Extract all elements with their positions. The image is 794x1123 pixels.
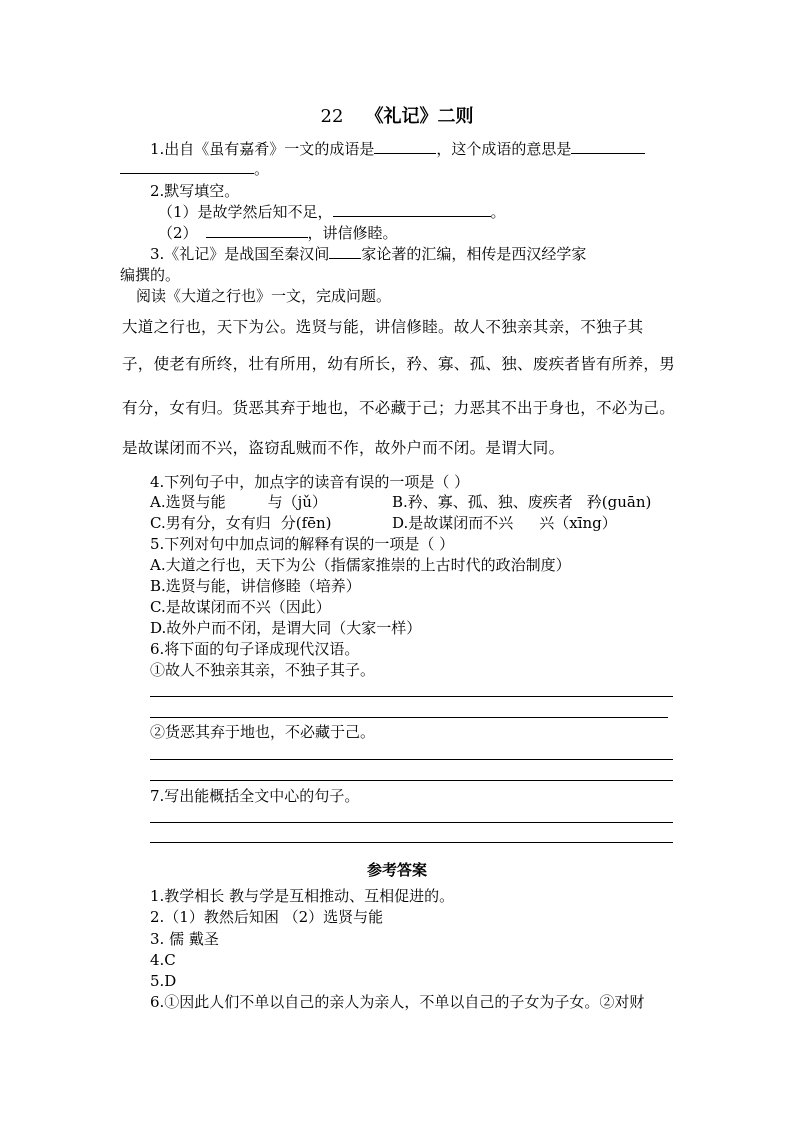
answer-line	[150, 717, 668, 718]
answer-5: 5.D	[150, 972, 177, 990]
answer-6: 6.①因此人们不单以自己的亲人为亲人，不单以自己的子女为子女。②对财	[150, 993, 645, 1011]
answer-blank	[374, 139, 436, 154]
answer-line	[150, 842, 673, 843]
question-6: 6.将下面的句子译成现代汉语。	[150, 640, 360, 658]
question-2-part-1: （1）是故学然后知不足， 。	[158, 203, 506, 221]
question-5-option-c: C.是故谋闭而不兴（因此）	[150, 598, 331, 616]
answers-heading: 参考答案	[366, 861, 427, 879]
question-3-cont: 编撰的。	[120, 266, 181, 284]
passage-line: 大道之行也，天下为公。选贤与能，讲信修睦。故人不独亲其亲，不独子其	[122, 318, 644, 336]
answer-blank	[333, 202, 491, 217]
question-4-option-a: A.选贤与能 与（jǔ）	[150, 493, 327, 511]
answer-blank	[120, 159, 254, 174]
answer-line	[150, 759, 673, 760]
question-4-option-c: C.男有分，女有归 分(fēn)	[150, 514, 332, 532]
answer-blank	[206, 223, 308, 238]
question-2-part-2: （2） ，讲信修睦。	[158, 224, 398, 242]
question-5-option-d: D.故外户而不闭，是谓大同（大家一样）	[150, 619, 422, 637]
lesson-title: 《礼记》二则	[365, 106, 474, 127]
passage-line: 是故谋闭而不兴，盗窃乱贼而不作，故外户而不闭。是谓大同。	[122, 439, 565, 457]
question-1: 1.出自《虽有嘉肴》一文的成语是 ，这个成语的意思是	[150, 139, 645, 159]
question-5-option-a: A.大道之行也，天下为公（指儒家推崇的上古时代的政治制度）	[150, 556, 571, 574]
question-5-option-b: B.选贤与能，讲信修睦（培养）	[150, 577, 361, 595]
question-4-option-b: B.矜、寡、孤、独、废疾者 矜(guān)	[392, 493, 652, 511]
question-4: 4.下列句子中，加点字的读音有误的一项是（ ）	[150, 473, 470, 491]
question-4-option-d: D.是故谋闭而不兴 兴（xīng）	[392, 514, 617, 532]
answer-3: 3. 儒 戴圣	[150, 930, 219, 948]
answer-line	[150, 696, 673, 697]
question-6-sentence-2: ②货恶其弃于地也，不必藏于己。	[150, 723, 376, 741]
lesson-number: 22	[320, 106, 344, 127]
question-3: 3.《礼记》是战国至秦汉间 家论著的汇编，相传是西汉经学家	[150, 245, 587, 263]
passage-line: 子，使老有所终，壮有所用，幼有所长，矜、寡、孤、独、废疾者皆有所养，男	[122, 355, 676, 373]
answer-2: 2.（1）教然后知困 （2）选贤与能	[150, 908, 384, 926]
answer-line	[150, 822, 673, 823]
passage-line: 有分，女有归。货恶其弃于地也，不必藏于己；力恶其不出于身也，不必为己。	[122, 399, 676, 417]
question-2: 2.默写填空。	[150, 182, 240, 200]
answer-4: 4.C	[150, 951, 176, 969]
answer-line	[150, 780, 673, 781]
answer-blank	[571, 139, 645, 154]
question-5: 5.下列对句中加点词的解释有误的一项是（ ）	[150, 535, 455, 553]
page-title	[0, 105, 794, 129]
answer-blank	[329, 244, 361, 259]
question-6-sentence-1: ①故人不独亲其亲，不独子其子。	[150, 661, 376, 679]
answer-1: 1.教学相长 教与学是互相推动、互相促进的。	[150, 887, 455, 905]
reading-intro: 阅读《大道之行也》一文，完成问题。	[136, 287, 392, 305]
question-1-cont: 。	[120, 159, 269, 179]
question-7: 7.写出能概括全文中心的句子。	[150, 787, 360, 805]
